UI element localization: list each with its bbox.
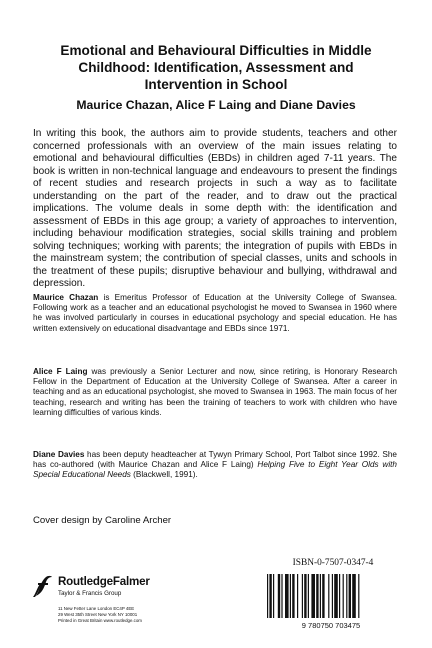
- book-reference: Helping Five to Eight Year Olds with Special Educational Needs: [33, 460, 397, 480]
- address-line: 29 West 35th Street New York NY 10001: [58, 611, 138, 617]
- barcode-bar: [334, 574, 338, 618]
- barcode-bar: [343, 574, 344, 618]
- barcode-bar: [349, 574, 351, 618]
- barcode-bar: [332, 574, 333, 618]
- barcode-bar: [290, 574, 291, 618]
- barcode-bar: [285, 574, 289, 618]
- barcode-bar: [320, 574, 321, 618]
- cover-credit: Cover design by Caroline Archer: [33, 515, 172, 526]
- author-bio-text: was previously a Senior Lecturer and now, since retiring, is Honorary Research Fellow in the Department of Education at the University College of Swansea. After a career in teaching and as an educational psychologist, she moved to Swansea in 1963. The main focus of her teaching, research and writing has been the training of teachers to work with children who have learning difficulties of various kinds.: [33, 367, 397, 417]
- barcode-bar: [278, 574, 280, 618]
- barcode-bar: [304, 574, 306, 618]
- publisher-name: RoutledgeFalmer: [58, 575, 150, 588]
- barcode-digits: 9 780750 703475: [301, 621, 361, 630]
- author-bio-chazan: [33, 293, 397, 334]
- author-bio-text: is Emeritus Professor of Education at the University College of Swansea. Following work as a teacher and an educational psychologist he moved to Swansea in 1960 where he was involved particularly in courses in educational psychology and special education. He has written extensively on educational disadvantage and EBDs since 1971.: [33, 293, 397, 333]
- barcode-bar: [281, 574, 282, 618]
- barcode-bar: [308, 574, 309, 618]
- barcode: [263, 572, 399, 630]
- author-bio-davies: [33, 450, 397, 481]
- book-authors: Maurice Chazan, Alice F Laing and Diane Davies: [76, 98, 356, 112]
- isbn-label: ISBN-0-7507-0347-4: [292, 558, 374, 568]
- publisher-address: [58, 606, 142, 623]
- barcode-bar: [339, 574, 340, 618]
- address-line: 11 New Fetter Lane London EC4P 4EE: [58, 606, 135, 611]
- barcode-bar: [297, 574, 298, 618]
- barcode-bar: [267, 574, 268, 618]
- barcode-bar: [346, 574, 347, 618]
- barcode-bar: [352, 574, 356, 618]
- barcode-bar: [292, 574, 294, 618]
- barcode-bar: [273, 574, 274, 618]
- publisher-group: Taylor & Francis Group: [58, 590, 122, 597]
- publisher-block: [32, 572, 212, 632]
- author-bio-tail: (Blackwell, 1991).: [130, 470, 198, 480]
- address-line: Printed in Great Britain www.routledge.com: [58, 617, 142, 623]
- barcode-bar: [358, 574, 359, 618]
- author-name: Diane Davies: [33, 450, 85, 459]
- barcode-bar: [328, 574, 329, 618]
- author-bio-laing: [33, 367, 397, 418]
- barcode-bar: [302, 574, 303, 618]
- barcode-bar: [316, 574, 318, 618]
- barcode-bar: [269, 574, 271, 618]
- author-name: Maurice Chazan: [33, 293, 99, 302]
- barcode-bar: [311, 574, 315, 618]
- routledge-logo-icon: [32, 574, 54, 598]
- book-description: In writing this book, the authors aim to provide students, teachers and other concerned professionals with an overview of the main issues relating to emotional and behavioural difficulties (EBDs) in children aged 7-11 years. The book is written in non-technical language and endeavours to present the findings of recent studies and research projects in such a way as to facilitate understanding on the part of the reader, and to draw out the practical implications. The volume deals in some depth with: the identification and assessment of EBDs in this age group; a variety of approaches to intervention, including behaviour modification strategies, social skills training and problem solving techniques; working with parents; the integration of pupils with EBDs in the mainstream system; the contribution of special classes, units and schools in the treatment of these pupils; disruptive behaviour and bullying, withdrawal and depression.: [33, 128, 397, 289]
- author-name: Alice F Laing: [33, 367, 88, 376]
- barcode-bar: [322, 574, 324, 618]
- author-bio-text: has been deputy headteacher at Tywyn Primary School, Port Talbot since 1992. She has co-authored (with Maurice Chazan and Alice F Laing): [33, 450, 397, 470]
- book-title: Emotional and Behavioural Difficulties in Middle Childhood: Identification, Assessment and Intervention in School: [60, 43, 372, 92]
